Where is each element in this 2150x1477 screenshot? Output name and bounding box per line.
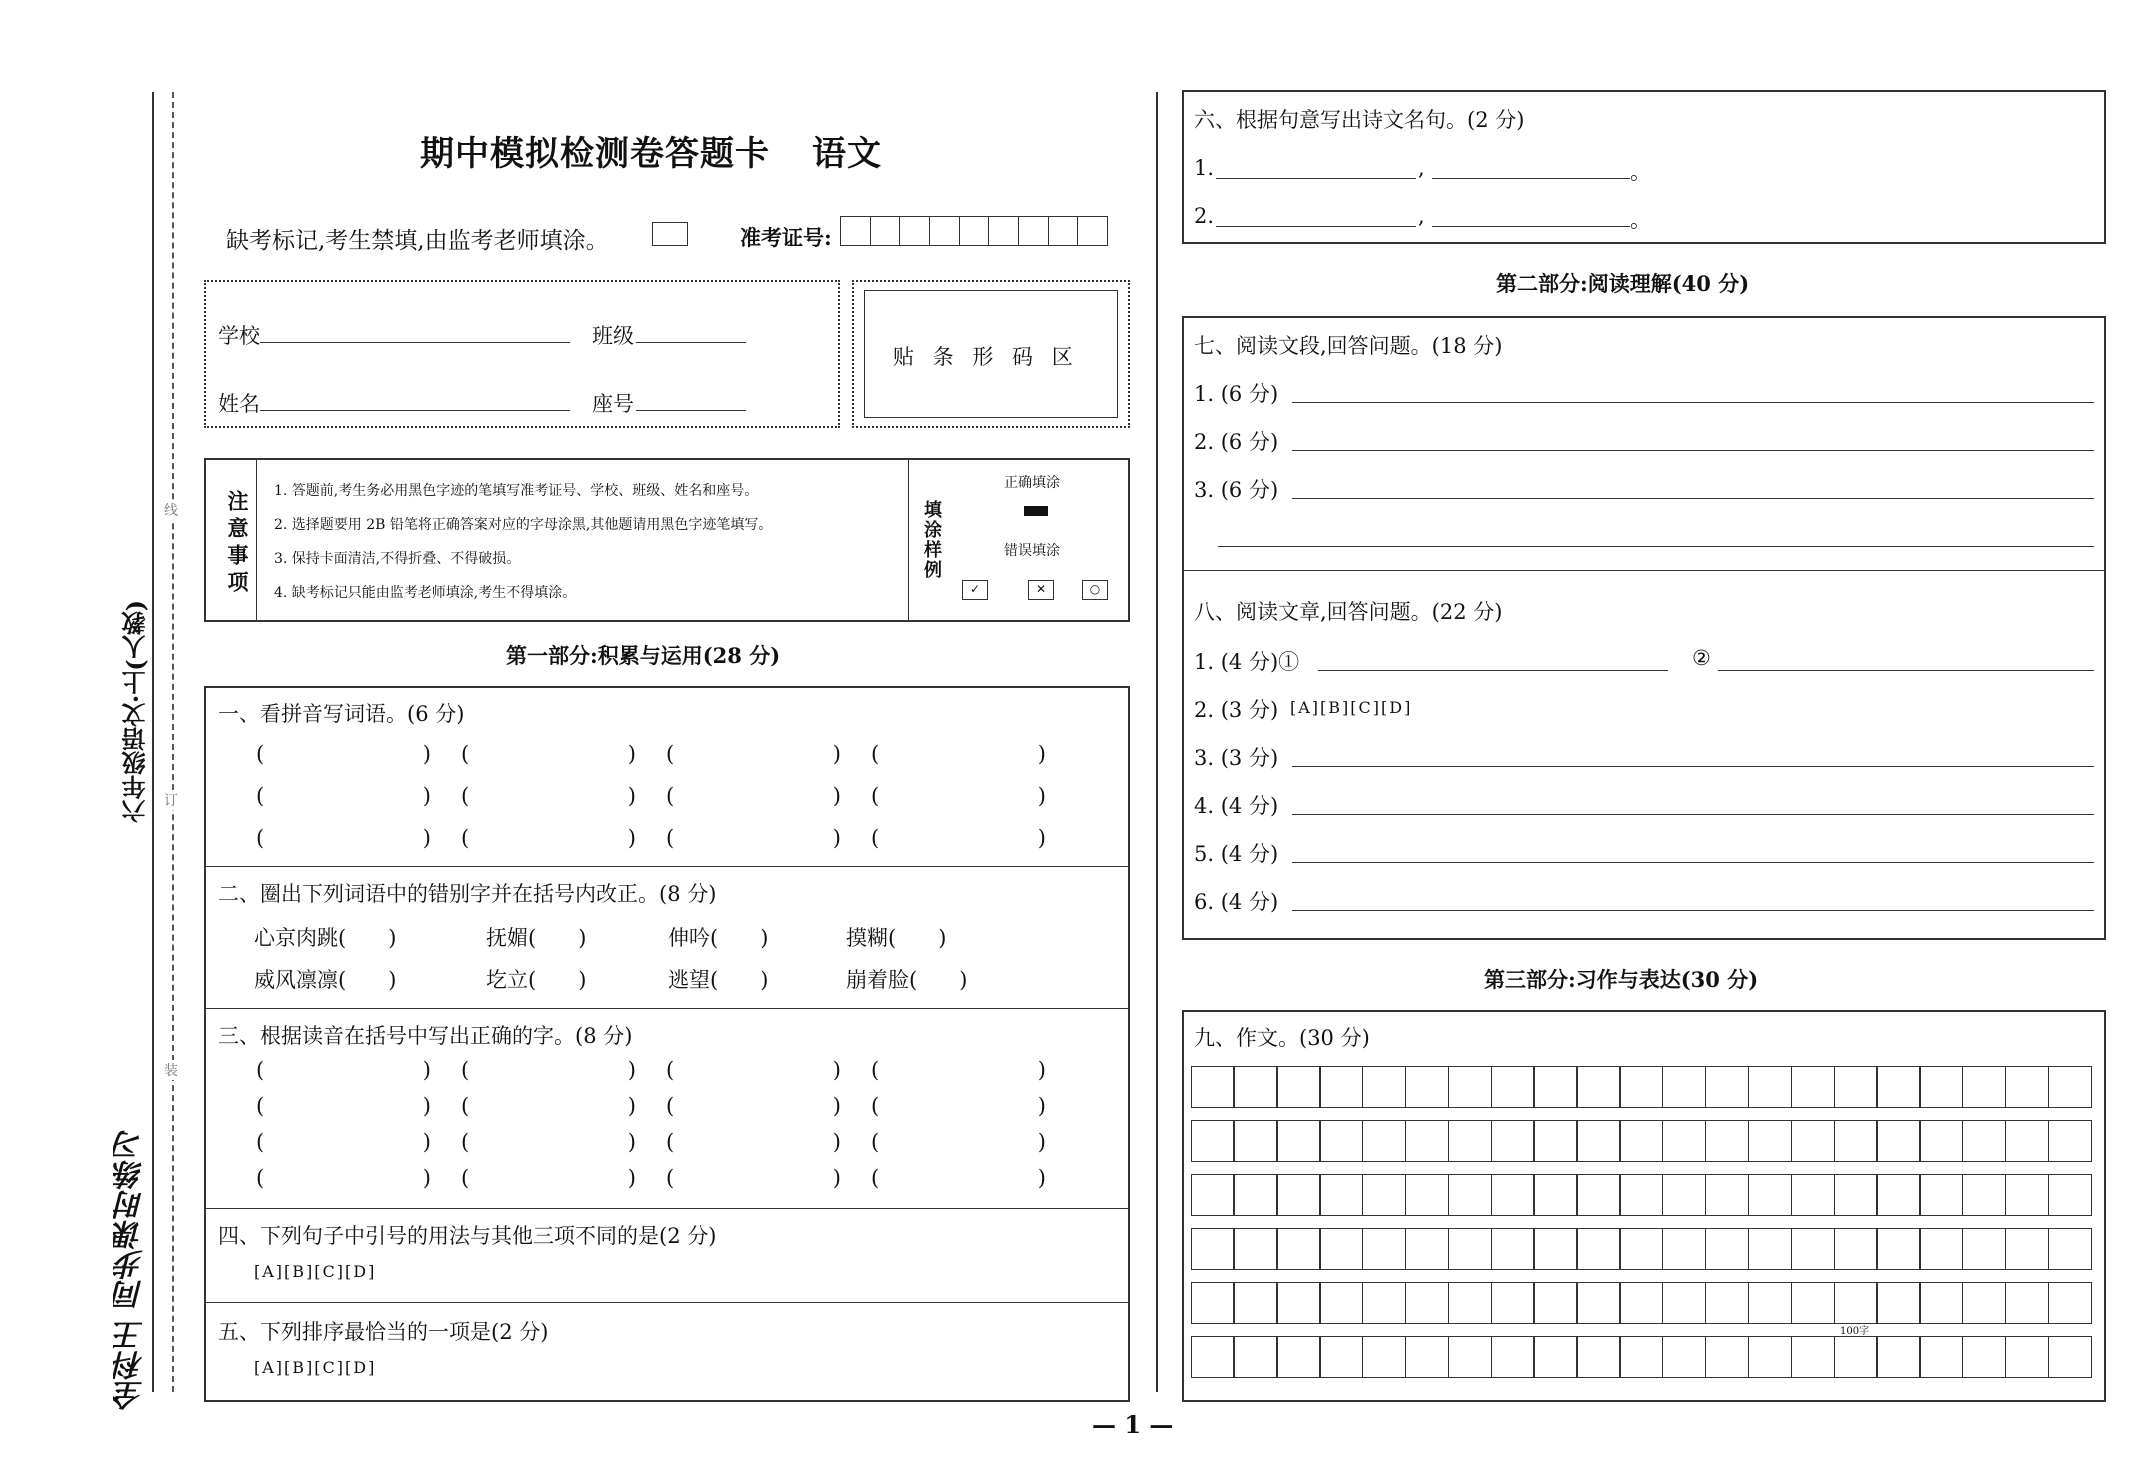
q8-item-6: 6. (4 分)	[1194, 890, 1279, 914]
q6-line2-a[interactable]	[1216, 226, 1416, 227]
q3-row-4[interactable]: ( ) ( ) ( ) ( )	[256, 1166, 1046, 1190]
q7-title: 七、阅读文段,回答问题。(18 分)	[1194, 334, 1503, 358]
book-title: 六年级语文·上(人教)	[121, 600, 150, 824]
q5-options[interactable]: [A][B][C][D]	[254, 1358, 377, 1377]
q3-row-1[interactable]: ( ) ( ) ( ) ( )	[256, 1058, 1046, 1082]
q8-answer-1b[interactable]	[1718, 670, 2094, 671]
notes-heading-divider	[256, 458, 257, 622]
note-item-3: 3. 保持卡面清洁,不得折叠、不得破损。	[274, 551, 521, 567]
barcode-area	[864, 290, 1118, 418]
q8-item-2-options[interactable]: [A][B][C][D]	[1290, 698, 1413, 717]
wrong-fill-label: 错误填涂	[1004, 543, 1060, 559]
note-item-1: 1. 答题前,考生务必用黑色字迹的笔填写准考证号、学校、班级、姓名和座号。	[274, 483, 759, 499]
note-item-2: 2. 选择题要用 2B 铅笔将正确答案对应的字母涂黑,其他题请用黑色字迹笔填写。	[274, 517, 773, 533]
q4-divider	[204, 1302, 1130, 1303]
school-field[interactable]	[260, 342, 570, 343]
center-divider	[1156, 92, 1158, 1392]
cut-line-mark-3: 装	[164, 1060, 178, 1080]
name-field[interactable]	[260, 410, 570, 411]
barcode-label: 贴 条 形 码 区	[893, 345, 1079, 369]
q6-line2-b[interactable]	[1432, 226, 1630, 227]
school-label: 学校	[218, 324, 260, 348]
q2-word-1[interactable]: 心京肉跳( )	[254, 926, 397, 950]
q8-answer-4[interactable]	[1292, 814, 2094, 815]
part2-box	[1182, 316, 2106, 940]
q4-title: 四、下列句子中引号的用法与其他三项不同的是(2 分)	[218, 1224, 717, 1248]
q8-answer-1a[interactable]	[1318, 670, 1668, 671]
exam-number-boxes[interactable]	[840, 216, 1108, 246]
wrong-fill-sample-2: ✕	[1028, 580, 1054, 600]
q8-item-1b: ②	[1692, 646, 1711, 670]
notes-heading: 注意事项	[225, 490, 250, 598]
q6-line1-a[interactable]	[1216, 178, 1416, 179]
q6-line2-label: 2.	[1194, 204, 1215, 228]
page-number: — 1 —	[1092, 1410, 1174, 1439]
seat-field[interactable]	[636, 410, 746, 411]
q3-row-2[interactable]: ( ) ( ) ( ) ( )	[256, 1094, 1046, 1118]
q8-item-3: 3. (3 分)	[1194, 746, 1279, 770]
part1-heading: 第一部分:积累与运用(28 分)	[506, 643, 781, 668]
page-title: 期中模拟检测卷答题卡 语文	[420, 134, 882, 174]
q1-divider	[204, 866, 1130, 867]
sample-heading: 填涂样例	[921, 500, 942, 580]
absent-checkbox[interactable]	[652, 222, 688, 246]
q2-word-5[interactable]: 威风凛凛( )	[254, 968, 397, 992]
q6-line1-b[interactable]	[1432, 178, 1630, 179]
q8-answer-6[interactable]	[1292, 910, 2094, 911]
q2-title: 二、圈出下列词语中的错别字并在括号内改正。(8 分)	[218, 882, 717, 906]
q6-line1-label: 1.	[1194, 156, 1215, 180]
q8-answer-3[interactable]	[1292, 766, 2094, 767]
student-info-box	[204, 280, 840, 428]
q6-title: 六、根据句意写出诗文名句。(2 分)	[1194, 108, 1525, 132]
wrong-fill-sample-3: ○	[1082, 580, 1108, 600]
essay-grid-row-3[interactable]	[1192, 1174, 2092, 1216]
q2-word-8[interactable]: 崩着脸( )	[846, 968, 968, 992]
q1-row-1[interactable]: ( ) ( ) ( ) ( )	[256, 742, 1046, 766]
part2-heading: 第二部分:阅读理解(40 分)	[1496, 271, 1750, 296]
class-label: 班级	[592, 324, 634, 348]
q6-line1-period: 。	[1630, 160, 1651, 184]
wrong-fill-sample-1: ✓	[962, 580, 988, 600]
q8-item-2: 2. (3 分)	[1194, 698, 1279, 722]
q6-line2-period: 。	[1630, 208, 1651, 232]
q6-line2-comma: ,	[1418, 204, 1425, 228]
q7-item-3: 3. (6 分)	[1194, 478, 1279, 502]
cut-line-mark-1: 线	[164, 500, 178, 520]
q2-word-3[interactable]: 伸吟( )	[668, 926, 769, 950]
q2-word-2[interactable]: 抚媚( )	[486, 926, 587, 950]
essay-grid-row-6[interactable]	[1192, 1336, 2092, 1378]
q1-row-2[interactable]: ( ) ( ) ( ) ( )	[256, 784, 1046, 808]
seat-label: 座号	[592, 392, 634, 416]
q8-item-4: 4. (4 分)	[1194, 794, 1279, 818]
word-count-mark: 100字	[1840, 1326, 1870, 1337]
q5-title: 五、下列排序最恰当的一项是(2 分)	[218, 1320, 549, 1344]
q7-answer-1[interactable]	[1292, 402, 2094, 403]
class-field[interactable]	[636, 342, 746, 343]
q7-item-1: 1. (6 分)	[1194, 382, 1279, 406]
q8-item-5: 5. (4 分)	[1194, 842, 1279, 866]
cut-line-mark-2: 订	[164, 790, 178, 810]
q1-row-3[interactable]: ( ) ( ) ( ) ( )	[256, 826, 1046, 850]
essay-grid-row-1[interactable]	[1192, 1066, 2092, 1108]
q8-title: 八、阅读文章,回答问题。(22 分)	[1194, 600, 1503, 624]
q7-answer-3[interactable]	[1292, 498, 2094, 499]
q7-item-2: 2. (6 分)	[1194, 430, 1279, 454]
binding-dashed-line	[172, 92, 174, 1392]
essay-grid-row-2[interactable]	[1192, 1120, 2092, 1162]
q7-answer-3b[interactable]	[1218, 546, 2094, 547]
q2-word-4[interactable]: 摸糊( )	[846, 926, 947, 950]
essay-grid-row-5[interactable]	[1192, 1282, 2092, 1324]
q3-title: 三、根据读音在括号中写出正确的字。(8 分)	[218, 1024, 633, 1048]
correct-fill-label: 正确填涂	[1004, 475, 1060, 491]
q2-word-6[interactable]: 圪立( )	[486, 968, 587, 992]
note-item-4: 4. 缺考标记只能由监考老师填涂,考生不得填涂。	[274, 585, 577, 601]
absent-note: 缺考标记,考生禁填,由监考老师填涂。	[226, 228, 609, 254]
q7-answer-2[interactable]	[1292, 450, 2094, 451]
q2-divider	[204, 1008, 1130, 1009]
q4-options[interactable]: [A][B][C][D]	[254, 1262, 377, 1281]
name-label: 姓名	[218, 392, 260, 416]
q6-line1-comma: ,	[1418, 156, 1425, 180]
q3-row-3[interactable]: ( ) ( ) ( ) ( )	[256, 1130, 1046, 1154]
q7-divider	[1182, 570, 2106, 571]
q9-title: 九、作文。(30 分)	[1194, 1026, 1370, 1050]
q8-item-1: 1. (4 分)①	[1194, 650, 1300, 674]
q8-answer-5[interactable]	[1292, 862, 2094, 863]
essay-grid-row-4[interactable]	[1192, 1228, 2092, 1270]
q2-word-7[interactable]: 逃望( )	[668, 968, 769, 992]
part3-heading: 第三部分:习作与表达(30 分)	[1484, 967, 1759, 992]
publisher-logo: 全科王 同步课时练习	[114, 1130, 149, 1411]
q3-divider	[204, 1208, 1130, 1209]
q1-title: 一、看拼音写词语。(6 分)	[218, 702, 465, 726]
exam-number-label: 准考证号:	[740, 225, 832, 250]
correct-fill-sample	[1024, 506, 1048, 516]
sample-divider	[908, 458, 909, 622]
